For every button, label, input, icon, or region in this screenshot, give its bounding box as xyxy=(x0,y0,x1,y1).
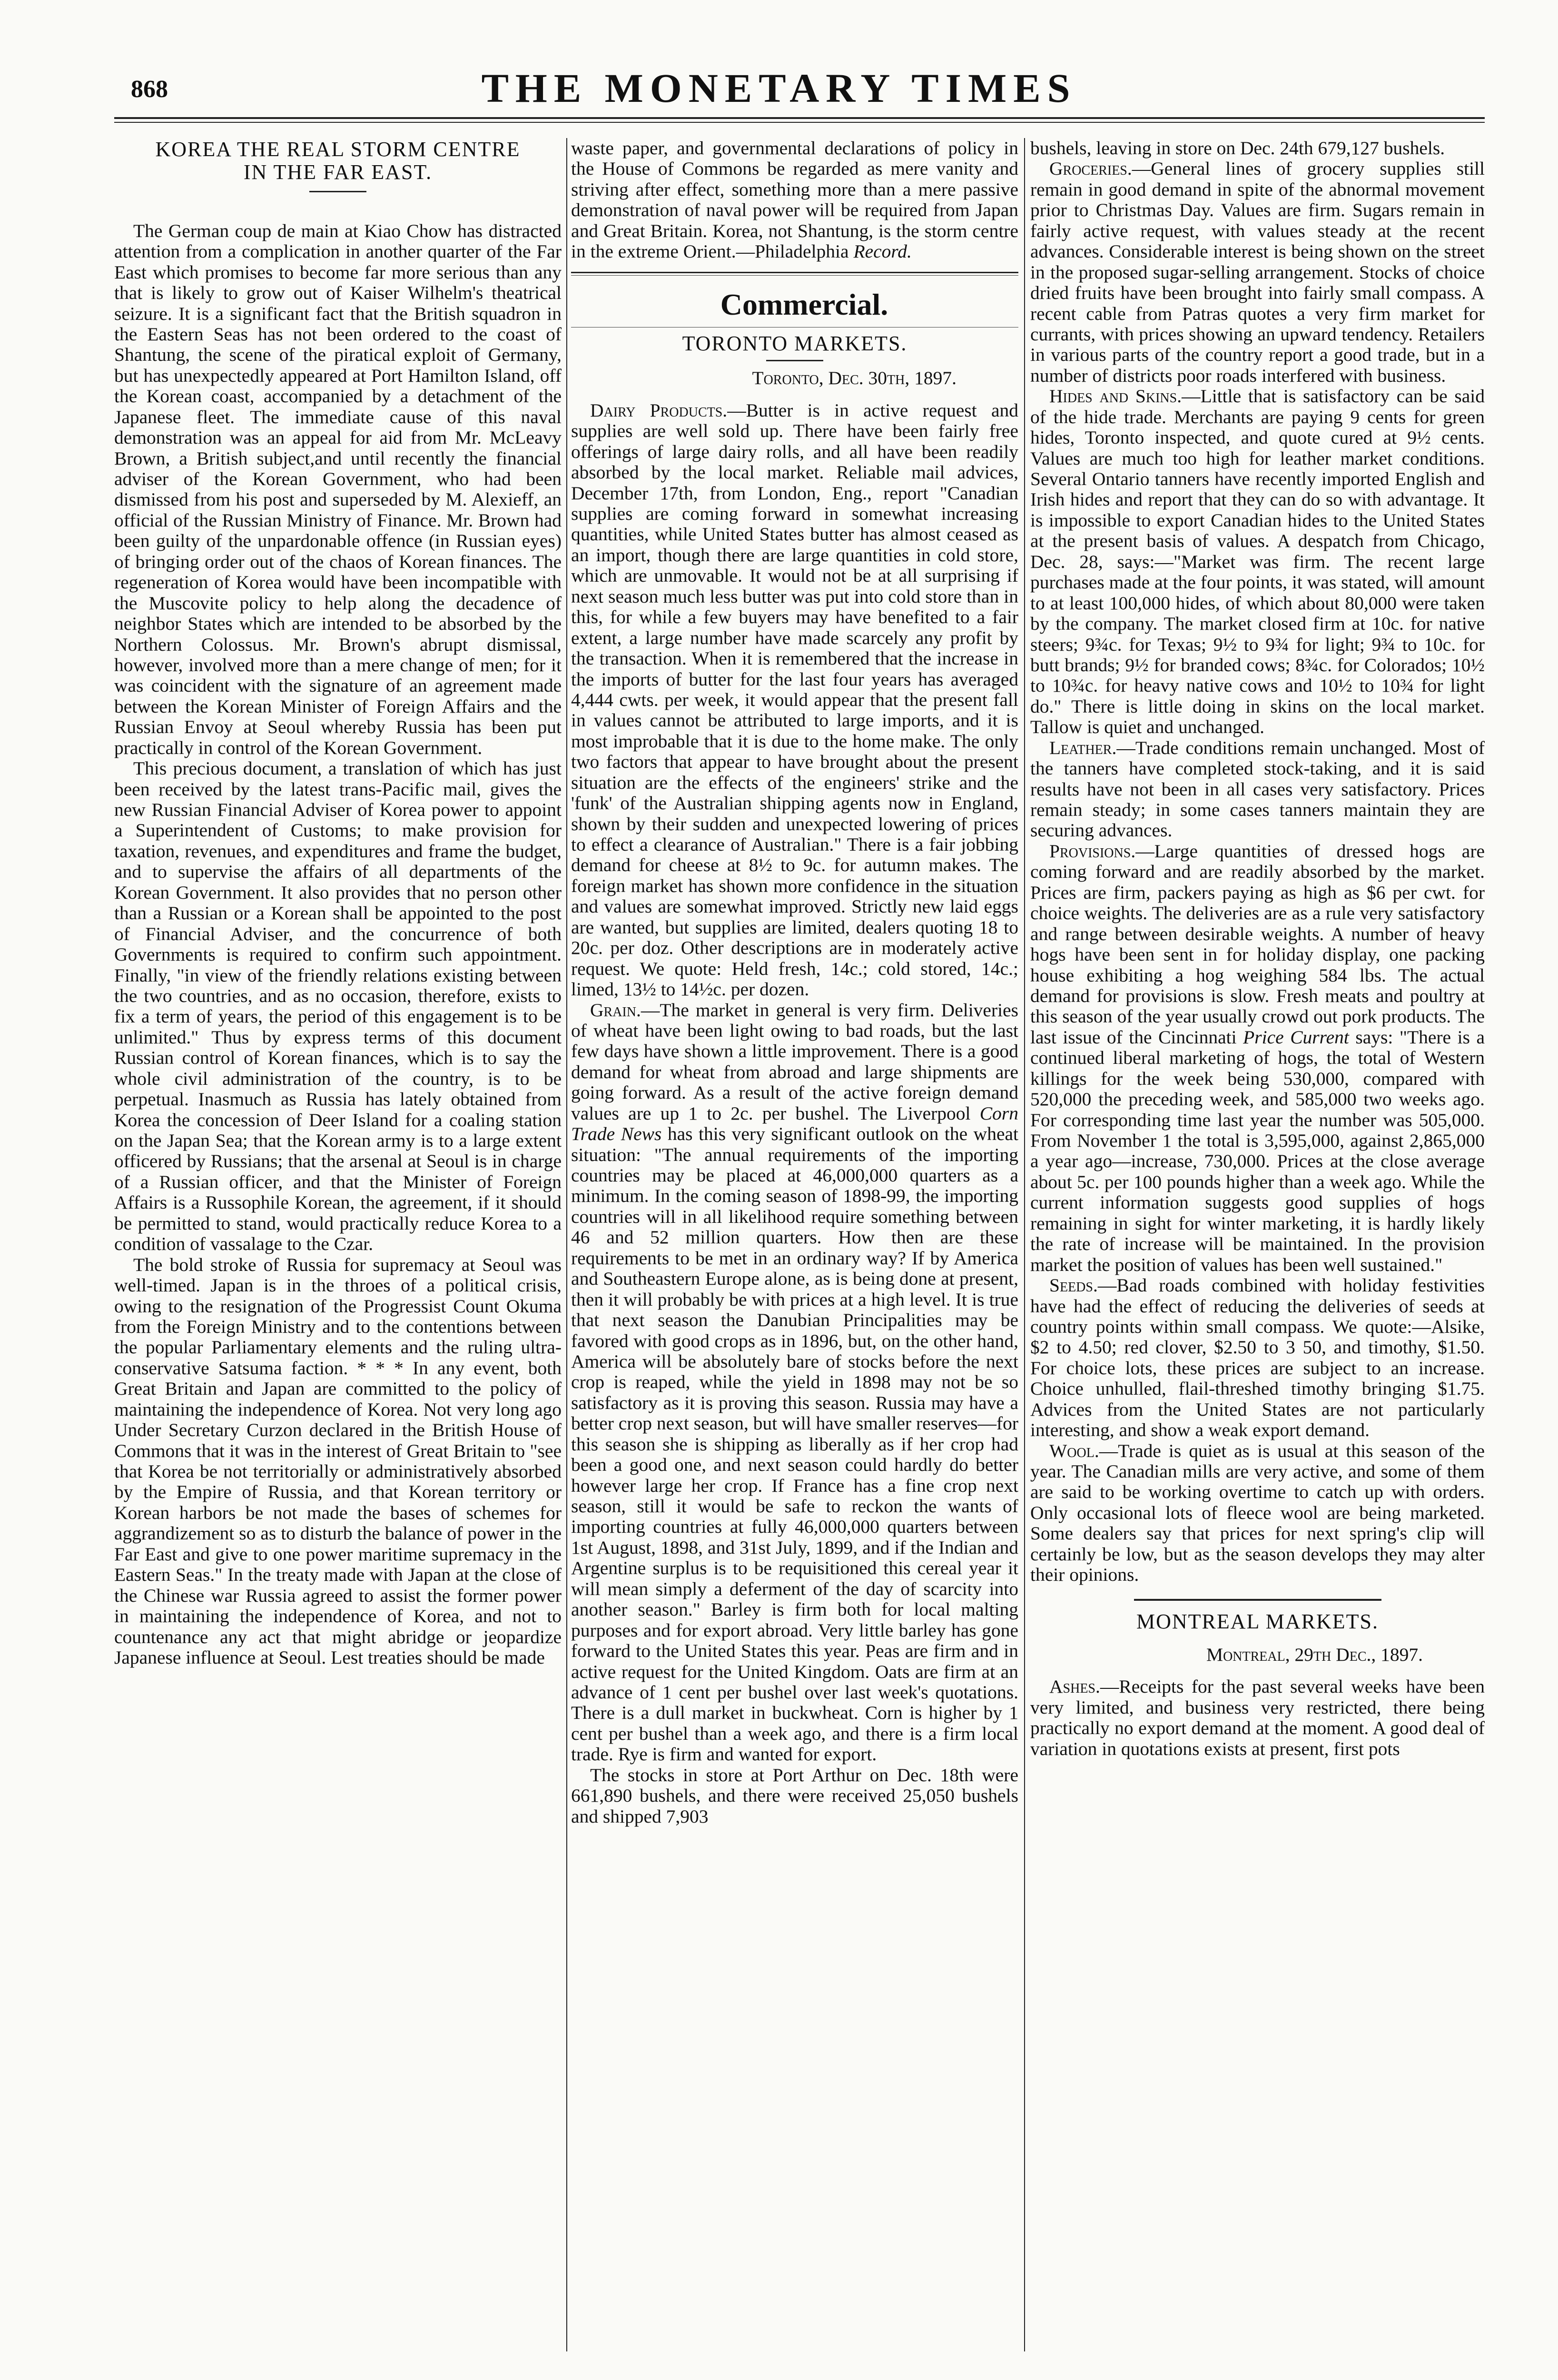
dairy-label: Dairy Products. xyxy=(590,399,728,421)
column-divider-2 xyxy=(1024,138,1025,2351)
dairy-text: —Butter is in active request and supplies are well sold up. There have been fairly free offerings of large dairy rolls, and all have been readily absorbed by the local market. Reliable mail advices, December 17th, from London, Eng., report "Canadian supplies are coming forward in somewhat increasing quantities, while United States butter has almost ceased as an import, though there are large quantities in cold store, which are unmovable. It would not be at all surprising if next season much less butter was put into cold store than in this, for while a few buyers may have benefited to a fair extent, a large number have made scarcely any profit by the transaction. When it is remembered that the increase in the imports of butter for the last four years has averaged 4,444 cwts. per week, it would appear that the present fall in values cannot be attributed to large imports, and it is most improbable that it is due to the home make. The only two factors that appear to have brought about the present situation are the effects of the engineers' strike and the 'funk' of the Australian shipping agents now in England, shown by their sudden and unexpected lowering of prices to effect a clearance of Australian." There is a fair jobbing demand for cheese at 8½ to 9c. for autumn makes. The foreign market has shown more confidence in the situation and values are somewhat improved. Strictly new laid eggs are wanted, but supplies are limited, dealers quoting 18 to 20c. per doz. Other descriptions are in moderately active request. We quote: Held fresh, 14c.; cold stored, 14c.; limed, 13½ to 14½c. per dozen. xyxy=(571,399,1018,1000)
article-heading-line-2: IN THE FAR EAST. xyxy=(243,160,433,184)
provisions-text-2: says: "There is a continued liberal marketing of hogs, the total of Western killings for the week being 530,000, compared with 520,000 the preceding week, and 585,000 two weeks ago. For corresponding time last year the number was 505,000. From November 1 the total is 3,595,000, against 2,865,000 a year ago—increase, 730,000. Prices at the close average about 5c. per 100 pounds higher than a week ago. While the current information suggests good supplies of hogs remaining in sight for winter marketing, it is hardly likely the rate of increase will be maintained. In the provision market the position of values has been well sustained." xyxy=(1030,1026,1485,1275)
toronto-markets-title: TORONTO MARKETS. xyxy=(682,332,907,356)
groceries-label: Groceries. xyxy=(1049,158,1132,179)
stocks-paragraph: The stocks in store at Port Arthur on Dec. 18th were 661,890 bushels, and there were received 25,050 bushels and shipped 7,903 xyxy=(571,1764,1018,1827)
dairy-products-paragraph xyxy=(571,400,1018,1000)
provisions-text-1: —Large quantities of dressed hogs are coming forward and are readily absorbed by the market. Prices are firm, packers paying as high as $6 per cwt. for choice weights. The deliveries are as a rule very satisfactory and range between desirable weights. A number of heavy hogs have been sent in for holiday display, one packing house exhibiting a hog weighing 584 lbs. The actual demand for provisions is slow. Fresh meats and poultry at this season of the year usually crowd out pork products. The last issue of the Cincinnati xyxy=(1030,840,1485,1048)
groceries-paragraph xyxy=(1030,159,1485,386)
grain-paragraph xyxy=(571,1000,1018,1765)
spacer xyxy=(1030,1633,1485,1645)
korea-continuation xyxy=(571,138,1018,262)
grain-label: Grain. xyxy=(590,999,641,1021)
seeds-paragraph xyxy=(1030,1275,1485,1441)
column-left xyxy=(114,138,562,2351)
hides-label: Hides and Skins. xyxy=(1049,386,1182,407)
masthead-rule-bottom xyxy=(114,122,1485,123)
spacer xyxy=(571,389,1018,400)
toronto-title-divider xyxy=(766,360,823,361)
groceries-text: —General lines of grocery supplies still remain in good demand in spite of the abnormal movement prior to Christmas Day. Values are firm. Sugars remain in fairly active request, with values steady at the recent advances. Considerable interest is being shown on the street in the proposed sugar-selling arrangement. Stocks of choice dried fruits have been brought into fairly small compass. A recent cable from Patras quotes a very firm market for currants, with prices showing an upward tendency. Retailers in various parts of the country report a good trade, but in a number of districts poor roads interfered with business. xyxy=(1030,158,1485,386)
provisions-journal: Price Current xyxy=(1243,1026,1349,1048)
wool-paragraph xyxy=(1030,1441,1485,1586)
column-divider-1 xyxy=(566,138,567,2351)
section-rule xyxy=(571,272,1018,273)
grain-text-2: has this very significant outlook on the wheat situation: "The annual requirements of the importing countries may be placed at 46,000,000 quarters as a minimum. In the coming season of 1898-99, the importing countries will in all likelihood require something between 46 and 52 million quarters. How then are these requirements to be met in an ordinary way? If by America and Southeastern Europe alone, as is being done at present, then it will probably be with prices at a high level. It is true that next season the Danubian Principalities may be favored with good crops as in 1896, but, on the other hand, America will be absolutely bare of stocks before the next crop is reaped, while the yield in 1898 may not be so satisfactory as it is proving this season. Russia may have a better crop next season, but will have smaller reserves—for this season she is shipping as liberally as if her crop had been a good one, and next season could hardly do better however large her crop. If France has a fine crop next season, still it would be safe to reckon the wants of importing countries at fully 46,000,000 quarters between 1st August, 1898, and 31st July, 1899, and if the Indian and Argentine surplus is to be requisitioned this cereal year it will mean simply a deferment of the day of scarcity into another season." Barley is firm both for local malting purposes and for export abroad. Very little barley has gone forward to the United States this year. Peas are firm and in active request for the United Kingdom. Oats are firm at an advance of 1 cent per bushel over last week's quotations. There is a dull market in buckwheat. Corn is higher by 1 cent per bushel than a week ago, and there is a firm local trade. Rye is firm and wanted for export. xyxy=(571,1123,1018,1765)
section-rule-thin xyxy=(571,275,1018,276)
korea-paragraph-3: The bold stroke of Russia for supremacy at Seoul was well-timed. Japan is in the throes of a political crisis, owing to the resignation of the Progressist Count Okuma from the Foreign Ministry and to the contentions between the popular Parliamentary elements and the ruling ultra-conservative Satsuma faction. * * * In any event, both Great Britain and Japan are committed to the policy of maintaining the independence of Korea. Not very long ago Under Secretary Curzon declared in the British House of Commons that it was in the interest of Great Britain to "see that Korea be not territorially or administratively absorbed by the Empire of Russia, and that Korean territory or Korean harbors be not made the bases of schemes for aggrandizement so as to disturb the balance of power in the Far East and give to one power maritime supremacy in the Eastern Seas." In the treaty made with Japan at the close of the Chinese war Russia agreed to assist the former power in maintaining the independence of Korea, and not to countenance any act that might abridge or jeopardize Japanese influence at Seoul. Lest treaties should be made xyxy=(114,1254,562,1668)
wool-text: —Trade is quiet as is usual at this season of the year. The Canadian mills are very active, and some of them are said to be working overtime to catch up with orders. Only occasional lots of fleece wool are being marketed. Some dealers say that prices for next spring's clip will certainly be low, but as the season develops they may alter their opinions. xyxy=(1030,1440,1485,1586)
leather-text: —Trade conditions remain unchanged. Most of the tanners have completed stock-taking, and it is said results have not been in all cases very satisfactory. Prices remain steady; in some cases tanners maintain they are securing advances. xyxy=(1030,737,1485,841)
heading-divider xyxy=(309,191,366,192)
ashes-paragraph xyxy=(1030,1676,1485,1759)
korea-source: Record. xyxy=(853,241,912,262)
provisions-paragraph xyxy=(1030,841,1485,1275)
page-number: 868 xyxy=(131,76,168,103)
ashes-text: —Receipts for the past several weeks have been very limited, and business very restricted, there being practically no export demand at the moment. A good deal of variation in quotations exists at present, first pots xyxy=(1030,1676,1485,1759)
spacer xyxy=(1030,1665,1485,1676)
montreal-markets-title: MONTREAL MARKETS. xyxy=(1136,1609,1379,1633)
column-middle xyxy=(571,138,1018,2351)
korea-paragraph-1: The German coup de main at Kiao Chow has distracted attention from a complication in another quarter of the Far East which promises to become far more serious than any that is likely to grow out of Kaiser Wilhelm's theatrical seizure. It is a significant fact that the British squadron in the Eastern Seas has not been ordered to the coast of Shantung, the scene of the piratical exploit of Germany, but has unexpectedly appeared at Port Hamilton Island, off the Korean coast, accompanied by a detachment of the Japanese fleet. The immediate cause of this naval demonstration was an appeal for aid from Mr. McLeavy Brown, a British subject,and until recently the financial adviser of the Korean Government, who had been dismissed from his post and superseded by M. Alexieff, an official of the Russian Ministry of Finance. Mr. Brown had been guilty of the unpardonable offence (in Russian eyes) of bringing order out of the chaos of Korean finances. The regeneration of Korea would have been incompatible with the Muscovite policy to help along the decadence of neighbor States which are intended to be absorbed by the Northern Colossus. Mr. Brown's abrupt dismissal, however, involved more than a mere change of men; for it was coincident with the signature of an agreement made between the Korean Minister of Foreign Affairs and the Russian Envoy at Seoul whereby Russia has been put practically in control of the Korean Government. xyxy=(114,220,562,758)
wool-label: Wool. xyxy=(1049,1440,1099,1461)
article-heading-line-1: KOREA THE REAL STORM CENTRE xyxy=(155,138,521,161)
korea-continuation-text: waste paper, and governmental declarations of policy in the House of Commons be regarded as mere vanity and striving after effect, something more than a mere passive demonstration of naval power will be required from Japan and Great Britain. Korea, not Shantung, is the storm centre in the extreme Orient.—Philadelphia xyxy=(571,138,1018,262)
leather-paragraph xyxy=(1030,738,1485,841)
grain-text-1: —The market in general is very firm. Deliveries of wheat have been light owing to bad roads, but the last few days have shown a little improvement. There is a good demand for wheat from abroad and large shipments are going forward. As a result of the active foreign demand values are up 1 to 2c. per bushel. The Liverpool xyxy=(571,999,1018,1124)
provisions-label: Provisions. xyxy=(1049,840,1136,862)
montreal-dateline: Montreal, 29th Dec., 1897. xyxy=(1206,1644,1423,1666)
masthead-title: THE MONETARY TIMES xyxy=(481,65,1077,111)
leather-label: Leather. xyxy=(1049,737,1117,758)
commercial-section-title: Commercial. xyxy=(720,287,888,321)
stocks-continuation: bushels, leaving in store on Dec. 24th 679,127 bushels. xyxy=(1030,138,1445,159)
montreal-rule xyxy=(1134,1599,1381,1601)
korea-paragraph-2: This precious document, a translation of which has just been received by the latest trans-Pacific mail, gives the new Russian Financial Adviser of Korea power to appoint a Superintendent of Customs; to make provision for taxation, revenues, and expenditures and frame the budget, and to supervise the affairs of all departments of the Korean Government. It also provides that no person other than a Russian or a Korean shall be appointed to the post of Financial Adviser, and the concurrence of both Governments is required to confirm such appointment. Finally, "in view of the friendly relations existing between the two countries, and as no occasion, therefore, exists to fix a term of years, the period of this engagement is to be unlimited." Thus by express terms of this document Russian control of Korean finances, which is to say the whole civil administration of the country, is to be perpetual. Inasmuch as Russia has lately obtained from Korea the concession of Deer Island for a coaling station on the Japan Sea; that the Korean army is to a large extent officered by Russians; that the arsenal at Seoul is in charge of a Russian officer, and that the Minister of Foreign Affairs is a Russophile Korean, the agreement, if it should be permitted to stand, would practically reduce Korea to a condition of vassalage to the Czar. xyxy=(114,758,562,1255)
hides-text: —Little that is satisfactory can be said of the hide trade. Merchants are paying 9 cents for green hides, Toronto inspected, and quote cured at 9½ cents. Values are much too high for leather market conditions. Several Ontario tanners have recently imported English and Irish hides and report that they can do so with advantage. It is impossible to export Canadian hides to the United States at the present basis of values. A despatch from Chicago, Dec. 28, says:—"Market was firm. The recent large purchases made at the four points, it was stated, will amount to at least 100,000 hides, of which about 80,000 were taken by the company. The market closed firm at 10c. for native steers; 9¾c. for Texas; 9½ to 9¾ for light; 9¾ to 10c. for butt brands; 9½ for branded cows; 8¾c. for Colorados; 10½ to 10¾c. for heavy native cows and 10½ to 10¾ for light do." There is little doing in skins on the local market. Tallow is quiet and unchanged. xyxy=(1030,386,1485,738)
masthead-rule-top xyxy=(114,117,1485,119)
ashes-label: Ashes. xyxy=(1049,1676,1100,1697)
seeds-label: Seeds. xyxy=(1049,1275,1098,1296)
column-right xyxy=(1030,138,1485,2351)
grain-journal: Corn Trade News xyxy=(571,1102,1018,1145)
toronto-dateline: Toronto, Dec. 30th, 1897. xyxy=(752,367,956,389)
seeds-text: —Bad roads combined with holiday festivities have had the effect of reducing the deliveries of seeds at country points within small compass. We quote:—Alsike, $2 to 4.50; red clover, $2.50 to 3 50, and timothy, $1.50. For choice lots, these prices are subject to an increase. Choice unhulled, flail-threshed timothy bringing $1.75. Advices from the United States are not particularly interesting, and show a weak export demand. xyxy=(1030,1275,1485,1441)
hides-paragraph xyxy=(1030,386,1485,737)
